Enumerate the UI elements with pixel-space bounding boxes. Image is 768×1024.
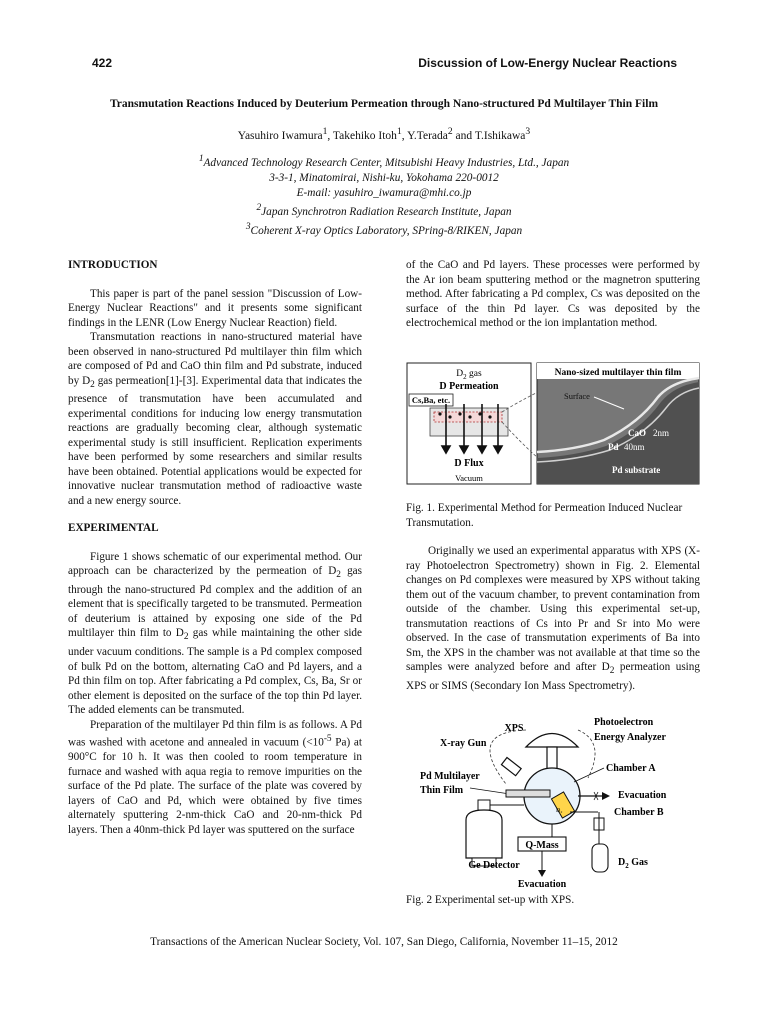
fig1-pd-label: Pd <box>608 442 619 452</box>
figure-1 <box>406 362 700 486</box>
fig1-cs-ba-label: Cs,Ba, etc. <box>411 395 451 405</box>
fig1-d2-gas-label: $D_2$ gas <box>456 369 482 381</box>
right-paragraph-2: Originally we used an experimental apparatus with XPS (X-ray Photoelectron Spectrometry) shown in Fig. 2. Elemental changes on Pd complexes were measured by XPS without taking them out of the vacuum chamber, to prevent contamination from outside of the chamber. Using this experimental set-up, transmutation reactions of Cs into Pr and Sr into Mo were observed. In the case of transmutation experiments of Ba into Sm, the XPS in the chamber was not available at that time so the samples were analyzed before and after $D_2$ permeation using XPS or SIMS (Secondary Ion Mass Spectrometry). <box>406 545 700 692</box>
left-column <box>68 258 362 837</box>
fig2-d2-gas-cylinder <box>592 844 608 872</box>
figure-2-caption: Fig. 2 Experimental set-up with XPS. <box>406 894 575 906</box>
fig2-xps-label: XPS <box>504 723 524 734</box>
fig2-ge-detector-dewar <box>466 810 502 858</box>
affiliations <box>0 152 768 238</box>
fig2-photoelectron-label-2: Energy Analyzer <box>594 732 666 743</box>
experimental-paragraph-1: Figure 1 shows schematic of our experimental method. Our approach can be characterized by the permeation of $D_2$ gas through the nano-structured Pd complex and the addition of an element that is specifically targeted to be transmuted. Permeation of deuterium is attained by exposing one side of the Pd multilayer thin film to $D_2$ gas while maintaining the other side under vacuum conditions. The sample is a Pd complex composed of bulk Pd on the bottom, alternating CaO and Pd layers, and a Pd thin film on top. After fabricating a Pd complex, Cs, Ba, Sr or other element is deposited on the surface of the top thin Pd layer. The added elements can be transmuted. <box>68 550 362 717</box>
figure-1-caption: Fig. 1. Experimental Method for Permeation Induced Nuclear Transmutation. <box>406 502 683 529</box>
figure-1-diagram <box>406 362 700 486</box>
page-footer: Transactions of the American Nuclear Society, Vol. 107, San Diego, California, November 11–15, 2012 <box>150 936 618 948</box>
intro-paragraph-2: Transmutation reactions in nano-structured material have been observed in nano-structured Pd multilayer thin film which are composed of Pd and CaO thin film and Pd substrate, induced by $D_2$ gas permeation[1]-[3]. Experimental data that indicates the presence of transmutation have been accumulated and experimental conditions for inducing low energy transmutation reactions are gradually becoming clear, although systematic experimental study is still insufficient. Replication experiments have been performed by some researchers and similar results have been obtained. Potential applications would be expected for innovative nuclear transmutation method of radioactive waste and a new energy source. <box>68 331 362 507</box>
paper-title: Transmutation Reactions Induced by Deuterium Permeation through Nano-structured Pd Multilayer Thin Film <box>109 98 659 110</box>
section-heading-introduction: INTRODUCTION <box>68 259 158 271</box>
fig2-pd-multilayer-label-2: Thin Film <box>420 785 464 796</box>
author-list <box>0 126 768 142</box>
experimental-paragraph-2: Preparation of the multilayer Pd thin film is as follows. A Pd was washed with acetone and annealed in vacuum ($<10^{-5}$ Pa) at 900°C for 10 h. It was then cooled to room temperature in furnace and washed with aqua regia to remove impurities on the surface of the Pd plate. The surface of the plate was covered by layers of CaO and Pd, which were obtained by five times alternately sputtering 2-nm-thick CaO and 20-nm-thick Pd layers. Then a 40nm-thick Pd layer was sputtered on the surface <box>68 718 362 836</box>
affiliation-line: $^3$Coherent X-ray Optics Laboratory, SPring-8/RIKEN, Japan <box>245 221 523 237</box>
affiliation-line: $^1$Advanced Technology Research Center, Mitsubishi Heavy Industries, Ltd., Japan <box>198 154 570 169</box>
fig1-surface-label: Surface <box>564 391 590 401</box>
fig2-d2-gas-label: $D_2$ Gas <box>618 857 648 870</box>
right-paragraph-1: of the CaO and Pd layers. These processes were performed by the Ar ion beam sputtering method or the magnetron sputtering method. After fabricating a Pd complex, Cs was deposited on the surface of the thin Pd layer. Cs was deposited by the electrochemical method or the ion implantation method. <box>406 259 700 329</box>
fig2-pd-multilayer-label-1: Pd Multilayer <box>420 771 480 782</box>
fig2-ge-detector-label: Ge Detector <box>468 860 520 871</box>
fig1-cao-label: CaO <box>628 428 646 438</box>
fig2-xray-gun-label: X-ray Gun <box>440 738 487 749</box>
fig1-pd-thickness: 40nm <box>624 442 645 452</box>
intro-paragraph-1: This paper is part of the panel session "Discussion of Low-Energy Nuclear Reactions" and it presents some significant findings in the LENR (Low Energy Nuclear Reaction) field. <box>68 287 362 329</box>
fig2-xray-gun <box>501 758 521 776</box>
fig1-vacuum-label: Vacuum <box>455 473 483 483</box>
right-column-middle <box>406 544 700 693</box>
fig1-d-flux-label: D Flux <box>454 458 484 469</box>
running-header: Discussion of Low-Energy Nuclear Reactions <box>418 56 677 70</box>
fig2-sample-rod <box>506 790 550 797</box>
fig2-evacuation-bottom-label: Evacuation <box>517 879 567 890</box>
fig1-d-permeation-label: D Permeation <box>439 381 499 392</box>
fig2-evacuation-right-label: Evacuation <box>618 790 667 801</box>
affiliation-line: $^2$Japan Synchrotron Radiation Research Institute, Japan <box>256 202 512 218</box>
fig1-pd-complex <box>434 412 502 422</box>
fig1-cao-thickness: 2nm <box>653 428 670 438</box>
svg-text:D₂: D₂ <box>556 808 563 814</box>
author: T.Ishikawa$^3$ <box>474 126 531 142</box>
fig2-photoelectron-label-1: Photoelectron <box>594 717 654 728</box>
author: Y.Terada$^2$ and <box>407 126 475 142</box>
author: Yasuhiro Iwamura$^1$, <box>237 126 333 142</box>
author: Takehiko Itoh$^1$, <box>332 126 408 142</box>
fig1-nano-title: Nano-sized multilayer thin film <box>554 368 682 378</box>
section-heading-experimental: EXPERIMENTAL <box>68 522 159 535</box>
figure-2-diagram <box>406 712 700 890</box>
page-number: 422 <box>92 56 113 70</box>
figure-2 <box>406 712 700 890</box>
fig2-chamber-b-label: Chamber B <box>614 807 664 818</box>
fig2-analyzer-hemisphere <box>526 734 578 748</box>
fig2-q-mass-label: Q-Mass <box>525 840 559 851</box>
fig1-pd-substrate-label: Pd substrate <box>612 465 661 475</box>
fig2-chamber-a-label: Chamber A <box>606 763 656 774</box>
right-column-top <box>406 258 700 331</box>
affiliation-email: E-mail: yasuhiro_iwamura@mhi.co.jp <box>296 186 472 199</box>
affiliation-line: 3-3-1, Minatomirai, Nishi-ku, Yokohama 220-0012 <box>269 171 499 184</box>
